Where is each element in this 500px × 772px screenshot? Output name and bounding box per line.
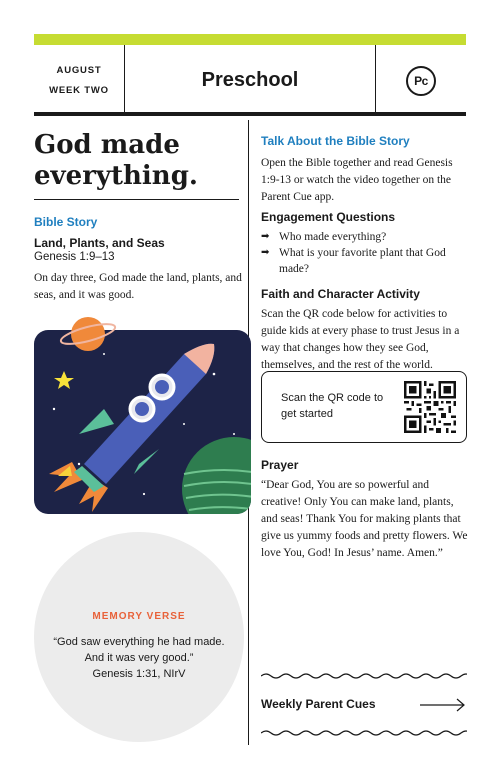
story-reference: Genesis 1:9–13 <box>34 251 115 263</box>
talk-label: Talk About the Bible Story <box>261 134 410 148</box>
qr-instruction: Scan the QR code to get started <box>281 392 384 420</box>
question-text: What is your favorite plant that God made? <box>279 247 446 275</box>
memory-verse-label: MEMORY VERSE <box>92 610 186 622</box>
engagement-questions-label: Engagement Questions <box>261 210 396 224</box>
faith-activity-label: Faith and Character Activity <box>261 287 420 301</box>
qr-code-icon[interactable] <box>404 381 456 433</box>
date-block <box>34 45 125 116</box>
rocket-illustration <box>34 314 251 514</box>
week-label: WEEK TWO <box>49 85 109 96</box>
page-title: Preschool <box>201 69 299 91</box>
talk-text: Open the Bible together and read Genesis 1:9-13 or watch the video together on the Parent Cue app. <box>261 157 453 203</box>
list-item <box>261 245 469 277</box>
page-header <box>34 45 466 116</box>
wave-divider-top <box>261 672 467 680</box>
memory-verse-text: “God saw everything he had made. And it was very good.” <box>53 635 225 664</box>
memory-verse-reference: Genesis 1:31, NIrV <box>92 667 186 680</box>
qr-callout[interactable] <box>261 371 467 443</box>
story-title: Land, Plants, and Seas <box>34 236 165 250</box>
bullet-arrow-icon: ➡ <box>261 247 270 258</box>
prayer-text: “Dear God, You are so powerful and creative! Only You can make land, plants, and seas! Thank You for making plants that give us yummy foods and pretty flowers. We love You, God! In Jesus’ name. Amen.” <box>261 479 468 559</box>
logo-block <box>375 45 466 116</box>
headline-rule <box>34 199 239 200</box>
bible-story-label: Bible Story <box>34 215 98 229</box>
top-accent-bar <box>34 34 466 45</box>
prayer-label: Prayer <box>261 458 299 472</box>
bullet-arrow-icon: ➡ <box>261 231 270 242</box>
memory-verse-circle <box>34 532 244 742</box>
month-label: AUGUST <box>56 65 102 76</box>
story-summary: On day three, God made the land, plants, and seas, and it was good. <box>34 272 242 301</box>
question-list <box>261 229 469 277</box>
list-item <box>261 229 469 245</box>
weekly-parent-cues-link[interactable]: Weekly Parent Cues <box>261 697 376 711</box>
right-arrow-icon[interactable] <box>420 698 466 712</box>
wave-divider-bottom <box>261 729 467 737</box>
main-headline: God made everything. <box>34 130 198 191</box>
pc-logo-icon: Pc <box>406 66 436 96</box>
question-text: Who made everything? <box>279 231 387 243</box>
faith-activity-text: Scan the QR code below for activities to guide kids at every phase to trust Jesus in a way that changes how they see God, themselves, and the rest of the world. <box>261 308 460 371</box>
